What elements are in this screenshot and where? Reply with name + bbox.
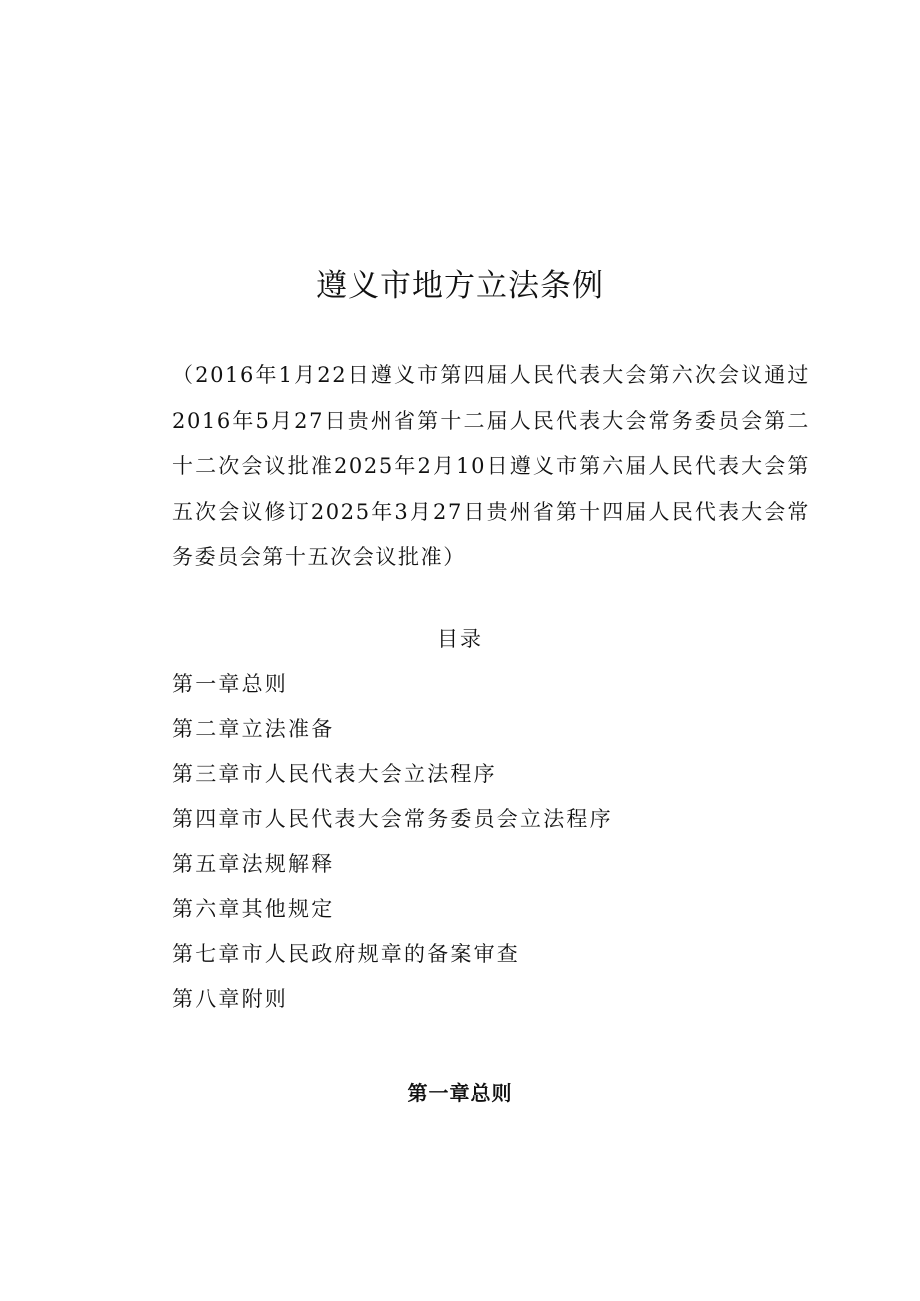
toc-item-chapter-7: 第七章市人民政府规章的备案审查 [172, 942, 520, 966]
toc-heading: 目录 [437, 627, 483, 651]
toc-item-chapter-2: 第二章立法准备 [172, 717, 335, 741]
adoption-history-note: （2016年1月22日遵义市第四届人民代表大会第六次会议通过2016年5月27日贵州省第十二届人民代表大会常务委员会第二十二次会议批准2025年2月10日遵义市第六届人民代表大会第五次会议修订2025年3月27日贵州省第十四届人民代表大会常务委员会第十五次会议批准） [172, 363, 810, 569]
document-title: 遵义市地方立法条例 [316, 268, 604, 304]
toc-item-chapter-3: 第三章市人民代表大会立法程序 [172, 762, 497, 786]
toc-item-chapter-4: 第四章市人民代表大会常务委员会立法程序 [172, 807, 613, 831]
toc-item-chapter-5: 第五章法规解释 [172, 852, 335, 876]
toc-item-chapter-6: 第六章其他规定 [172, 897, 335, 921]
toc-item-chapter-8: 第八章附则 [172, 987, 288, 1011]
chapter-1-heading: 第一章总则 [407, 1081, 513, 1105]
table-of-contents [172, 667, 613, 1027]
toc-item-chapter-1: 第一章总则 [172, 672, 288, 696]
